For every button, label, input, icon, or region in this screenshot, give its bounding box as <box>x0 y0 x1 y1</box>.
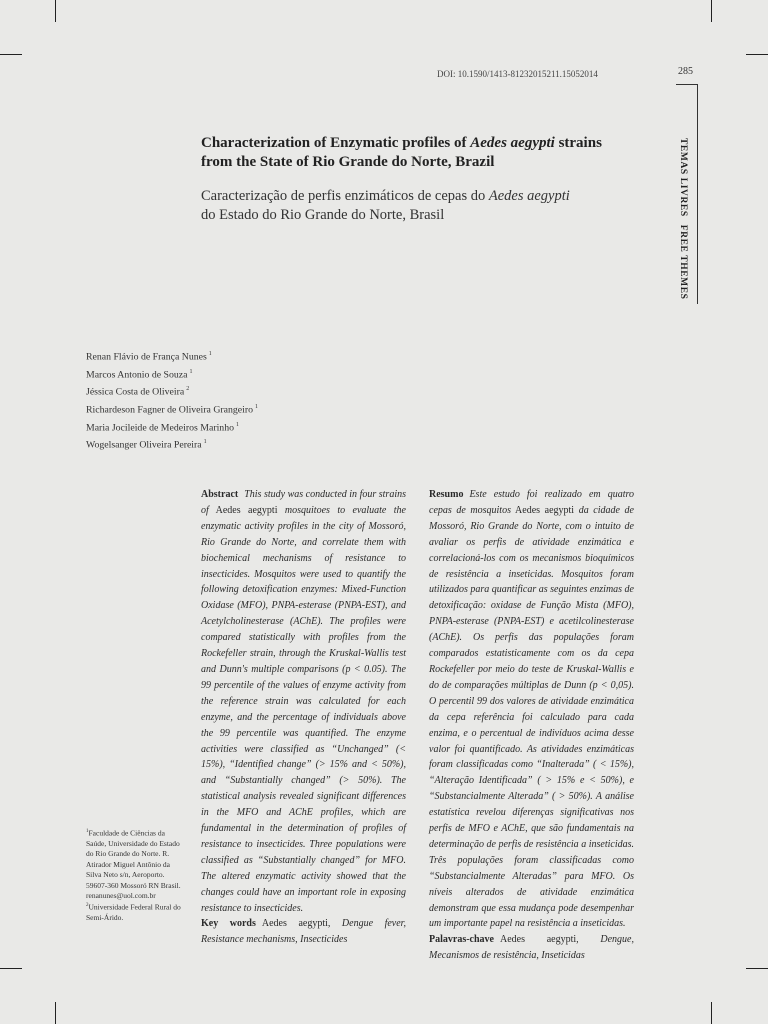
header-rule <box>676 84 698 85</box>
abstract-label: Abstract <box>201 489 239 500</box>
author: Renan Flávio de França Nunes $^1$ <box>86 351 212 363</box>
species-name: Aedes aegypti <box>215 504 278 516</box>
title-species: Aedes aegypti <box>488 188 570 204</box>
abstract-label: Resumo <box>429 489 464 500</box>
email: renanunes@uol.com.br <box>86 890 156 900</box>
crop-mark <box>711 1002 712 1024</box>
crop-mark <box>746 54 768 55</box>
author: Richardeson Fagner de Oliveira Grangeiro $^1$ <box>86 404 259 416</box>
keywords-label: Palavras-chave <box>429 934 494 946</box>
crop-mark <box>55 1002 56 1024</box>
author: Wogelsanger Oliveira Pereira $^1$ <box>86 439 207 451</box>
author: Maria Jocileide de Medeiros Marinho $^1$ <box>86 421 239 433</box>
abstract-english <box>201 487 406 948</box>
doi: DOI: 10.1590/1413-81232015211.15052014 <box>437 69 598 79</box>
abstract-portuguese <box>429 487 634 964</box>
crop-mark <box>0 968 22 969</box>
title-english: Characterization of Enzymatic profiles of Aedes aegypti strains from the State of Rio Grande do Norte, Brazil <box>201 135 602 170</box>
section-label-pt: TEMAS LIVRES <box>678 138 688 217</box>
author: Marcos Antonio de Souza $^1$ <box>86 368 193 380</box>
affiliation-footnote: $^1$Faculdade de Ciências da Saúde, Universidade do Estado do Rio Grande do Norte. R. Atirador Miguel Antônio da Silva Neto s/n, Aeroporto. 59607-360 Mossoró RN Brasil. renanunes@uol.com.br $^2$Universidade Federal Rural do Semi-Árido. <box>86 828 181 923</box>
crop-mark <box>55 0 56 22</box>
section-label <box>674 138 688 298</box>
title-species: Aedes aegypti <box>470 135 555 151</box>
author: Jéssica Costa de Oliveira $^2$ <box>86 386 190 398</box>
section-label-en: FREE THEMES <box>678 224 688 300</box>
page-number: 285 <box>678 66 693 77</box>
abstract-body: Resumo Este estudo foi realizado em quatro cepas de mosquitos Aedes aegypti da cidade de Mossoró, Rio Grande do Norte, com o intuito de avaliar os perfis de atividade enzimática e correlacioná-los com os mecanismos bioquímicos de resistência a inseticidas. Mosquitos foram utilizados para quantificar as seguintes enzimas de detoxificação: oxidase de Função Mista (MFO), PNPA-esterase (PNPA-EST) e acetilcolinesterase (AChE). Os perfis das populações foram comparados estatisticamente com os da cepa Rockefeller por meio do teste de Kruskal-Wallis e do de comparações múltiplas de Dunn (p < 0,05). O percentil 99 dos valores de atividade enzimática da cepa referência foi calculado para cada enzima, e o percentual de indivíduos acima desse valor foi quantificado. As atividades enzimáticas foram classificadas como “Inalterada” ( < 15%), “Alteração Identificada” ( > 15% e < 50%), e “Substancialmente Alterada” ( > 50%). A análise estatística revelou diferenças significativas nos perfis de MFO e AChE, que são fundamentais na determinação de perfis de resistência a inseticidas. Três populações foram classificadas como “Substancialmente Alteradas” para MFO. Os níveis alterados de atividade enzimática demonstram que essa mudança pode desempenhar um importante papel na resistência a inseticidas. <box>429 489 634 930</box>
keywords: Palavras-chave Aedes aegypti, Dengue, Mecanismos de resistência, Inseticidas <box>429 934 634 962</box>
crop-mark <box>711 0 712 22</box>
crop-mark <box>0 54 22 55</box>
title-portuguese: Caracterização de perfis enzimáticos de cepas do Aedes aegypti do Estado do Rio Grande do Norte, Brasil <box>201 188 570 223</box>
crop-mark <box>746 968 768 969</box>
keywords-label: Key words <box>201 918 256 930</box>
author-list <box>86 347 258 453</box>
keywords: Key words Aedes aegypti, Dengue fever, Resistance mechanisms, Insecticides <box>201 918 406 946</box>
species-name: Aedes aegypti <box>515 504 575 516</box>
abstract-body: Abstract This study was conducted in four strains of Aedes aegypti mosquitoes to evaluate the enzymatic activity profiles in the city of Mossoró, Rio Grande do Norte, and correlate them with biochemical mechanisms of resistance to insecticides. Mosquitos were used to quantify the following detoxification enzymes: Mixed-Function Oxidase (MFO), PNPA-esterase (PNPA-EST), and Acetylcholinesterase (AChE). The profiles were compared statistically with profiles from the Rockefeller strain, through the Kruskal-Wallis test and Dunn's multiple comparisons (p < 0.05). The 99 percentile of the values of enzyme activity from the reference strain was calculated for each enzyme, and the percentage of individuals above the 99 percentile was quantified. The enzyme activities were classified as “Unchanged” (< 15%), “Identified change” (> 15% and < 50%), and “Substantially changed” (> 50%). The statistical analysis revealed significant differences in the MFO and AChE profiles, which are fundamental in the determination of profiles of resistance to insecticides. Three populations were classified as “Substantially changed” for MFO. The altered enzymatic activity showed that the changes could have an important role in exposing resistance to insecticides. <box>201 489 407 914</box>
section-rule <box>697 84 698 304</box>
